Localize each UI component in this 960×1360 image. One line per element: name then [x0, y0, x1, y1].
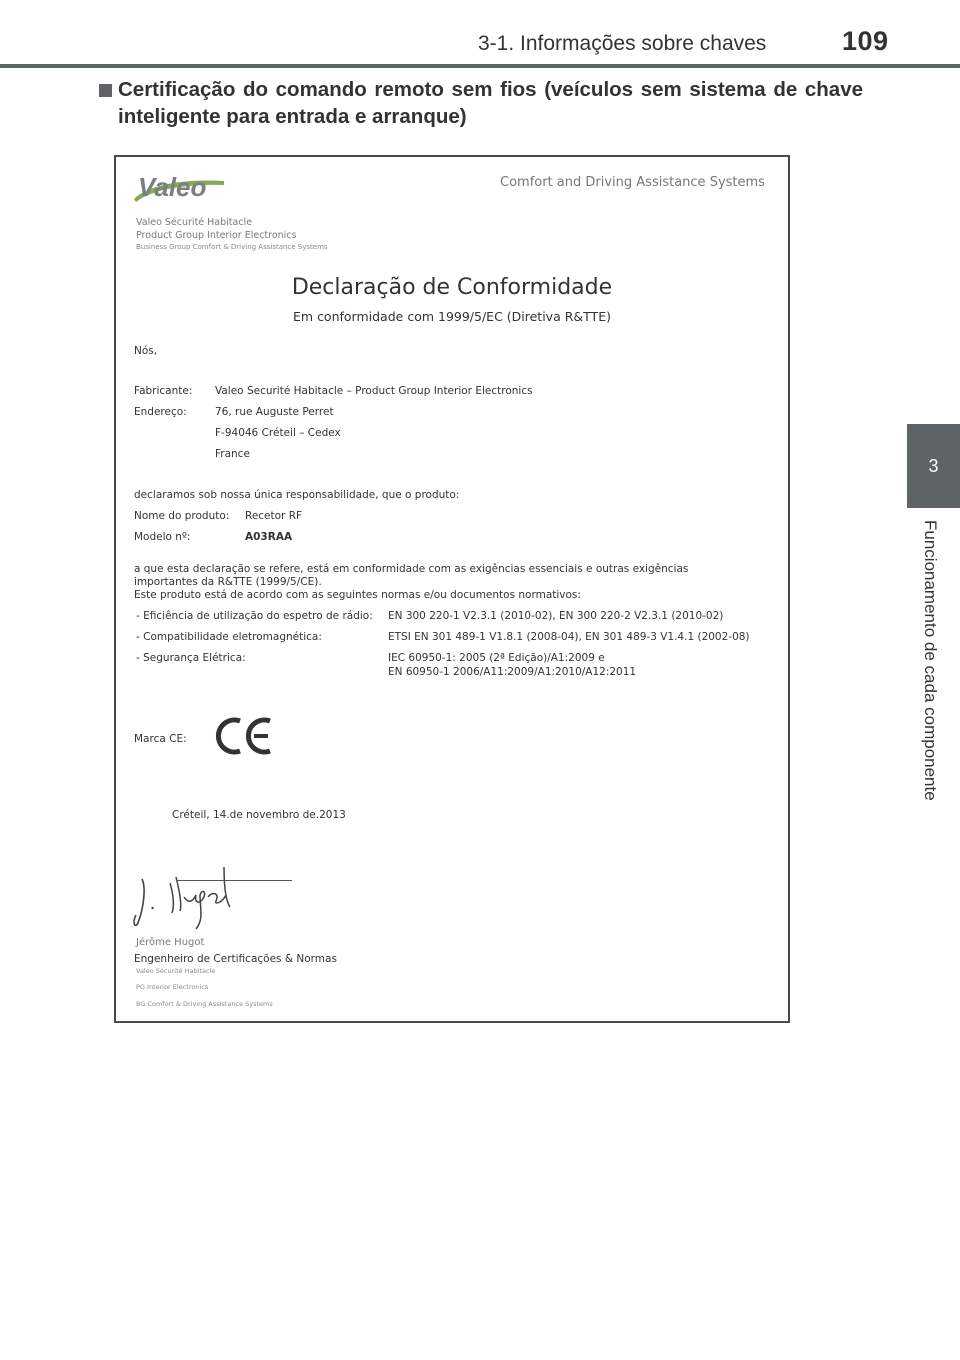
chapter-tab-number: 3 — [928, 455, 939, 476]
conformity-line-3: Este produto está de acordo com as seguintes normas e/ou documentos normativos: — [134, 589, 581, 601]
company-tagline: Comfort and Driving Assistance Systems — [500, 175, 765, 190]
address-line-2: F-94046 Créteil – Cedex — [215, 427, 341, 439]
valeo-logo — [130, 169, 226, 209]
product-label: Nome do produto: — [134, 510, 230, 522]
address-line-3: France — [215, 448, 250, 460]
company-line-3: Business Group Comfort & Driving Assistance Systems — [136, 243, 328, 251]
signer-footer-3: BG Comfort & Driving Assistance Systems — [136, 1000, 273, 1008]
signer-name: Jérôme Hugot — [136, 937, 205, 948]
signer-footer-2: PG Interior Electronics — [136, 983, 209, 991]
valeo-logo-text: Valeo — [138, 172, 207, 202]
page-number: 109 — [842, 26, 889, 56]
declaration-text: declaramos sob nossa única responsabilidade, que o produto: — [134, 489, 460, 501]
section-bullet-icon — [99, 84, 112, 97]
standard-value-emc: ETSI EN 301 489-1 V1.8.1 (2008-04), EN 301 489-3 V1.4.1 (2002-08) — [388, 631, 750, 643]
document-title: Declaração de Conformidade — [291, 275, 613, 300]
signer-title: Engenheiro de Certificações & Normas — [134, 953, 337, 965]
standard-value-radio: EN 300 220-1 V2.3.1 (2010-02), EN 300 220-2 V2.3.1 (2010-02) — [388, 610, 724, 622]
ce-mark-label: Marca CE: — [134, 733, 187, 745]
manufacturer-label: Fabricante: — [134, 385, 193, 397]
manufacturer-value: Valeo Securité Habitacle – Product Group Interior Electronics — [215, 385, 533, 397]
model-label: Modelo nº: — [134, 531, 191, 543]
standard-label-safety: - Segurança Elétrica: — [136, 652, 246, 664]
place-and-date: Créteil, 14.de novembro de.2013 — [172, 809, 346, 821]
signature-line — [176, 880, 292, 881]
standard-value-safety-2: EN 60950-1 2006/A11:2009/A1:2010/A12:2011 — [388, 666, 637, 678]
company-line-2: Product Group Interior Electronics — [136, 230, 297, 241]
document-subtitle: Em conformidade com 1999/5/EC (Diretiva R&TTE) — [293, 309, 611, 324]
product-value: Recetor RF — [245, 510, 303, 522]
standard-label-radio: - Eficiência de utilização do espetro de rádio: — [136, 610, 373, 622]
chapter-side-label: Funcionamento de cada componente — [921, 520, 940, 801]
header-rule — [0, 64, 960, 68]
company-line-1: Valeo Sécurité Habitacle — [136, 217, 253, 228]
conformity-line-2: importantes da R&TTE (1999/5/CE). — [134, 576, 322, 588]
address-label: Endereço: — [134, 406, 187, 418]
signature-image — [130, 857, 310, 937]
chapter-tab — [907, 424, 960, 508]
chapter-title: 3-1. Informações sobre chaves — [478, 32, 767, 55]
section-heading: Certificação do comando remoto sem fios (veículos sem sistema de chave inteligente para entrada e arranque) — [118, 78, 863, 128]
greeting: Nós, — [134, 345, 158, 357]
model-value: A03RAA — [245, 531, 293, 543]
standard-label-emc: - Compatibilidade eletromagnética: — [136, 631, 322, 643]
declaration-of-conformity — [114, 155, 790, 1023]
standard-value-safety-1: IEC 60950-1: 2005 (2ª Edição)/A1:2009 e — [388, 652, 605, 664]
conformity-line-1: a que esta declaração se refere, está em conformidade com as exigências essenciais e outras exigências — [134, 563, 689, 575]
address-line-1: 76, rue Auguste Perret — [215, 406, 334, 418]
ce-mark-icon — [212, 713, 276, 759]
signer-footer-1: Valeo Sécurité Habitacle — [136, 967, 216, 975]
